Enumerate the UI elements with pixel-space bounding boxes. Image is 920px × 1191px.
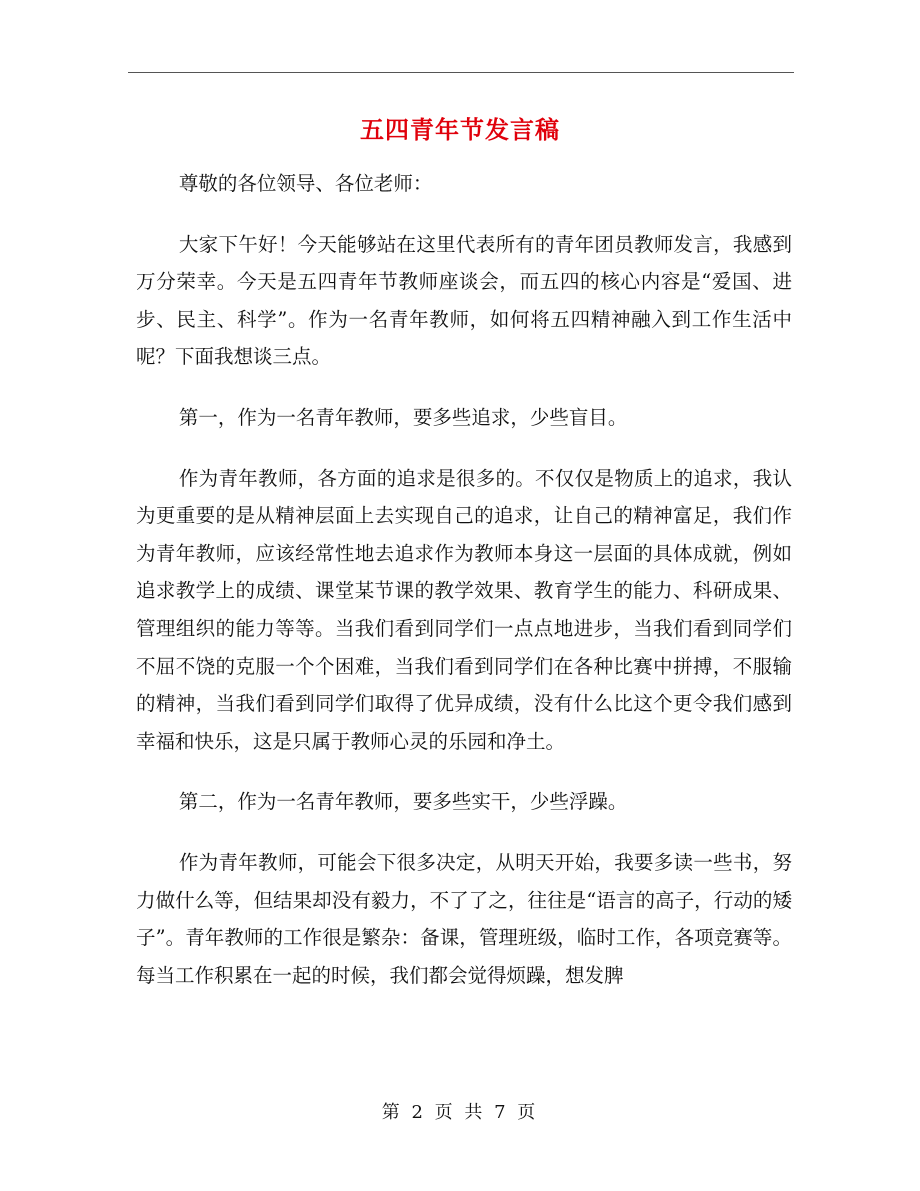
header-rule bbox=[128, 72, 794, 73]
paragraph-point-one-detail: 作为青年教师，各方面的追求是很多的。不仅仅是物质上的追求，我认为更重要的是从精神层面上去实现自己的追求，让自己的精神富足，我们作为青年教师，应该经常性地去追求作为教师本身这一层面的具体成就，例如追求教学上的成绩、课堂某节课的教学效果、教育学生的能力、科研成果、管理组织的能力等等。当我们看到同学们一点点地进步，当我们看到同学们不屈不饶的克服一个个困难，当我们看到同学们在各种比赛中拼搏，不服输的精神，当我们看到同学们取得了优异成绩，没有什么比这个更令我们感到幸福和快乐，这是只属于教师心灵的乐园和净土。 bbox=[136, 466, 792, 753]
paragraph-intro: 大家下午好！今天能够站在这里代表所有的青年团员教师发言，我感到万分荣幸。今天是五四青年节教师座谈会，而五四的核心内容是“爱国、进步、民主、科学”。作为一名青年教师，如何将五四精神融入到工作生活中呢？下面我想谈三点。 bbox=[136, 232, 792, 369]
paragraph-greeting: 尊敬的各位领导、各位老师： bbox=[178, 172, 433, 195]
document-title: 五四青年节发言稿 bbox=[360, 115, 560, 144]
document-body bbox=[136, 165, 792, 1017]
page-number-footer: 第 2 页 共 7 页 bbox=[381, 1102, 539, 1123]
paragraph-point-two: 第二，作为一名青年教师，要多些实干，少些浮躁。 bbox=[178, 790, 628, 814]
paragraph-point-one: 第一，作为一名青年教师，要多些追求，少些盲目。 bbox=[178, 405, 628, 429]
paragraph-point-two-detail: 作为青年教师，可能会下很多决定，从明天开始，我要多读一些书，努力做什么等，但结果却没有毅力，不了了之，往往是“语言的高子，行动的矮子”。青年教师的工作很是繁杂：备课，管理班级，临时工作，各项竞赛等。每当工作积累在一起的时候，我们都会觉得烦躁，想发脾 bbox=[136, 850, 792, 987]
